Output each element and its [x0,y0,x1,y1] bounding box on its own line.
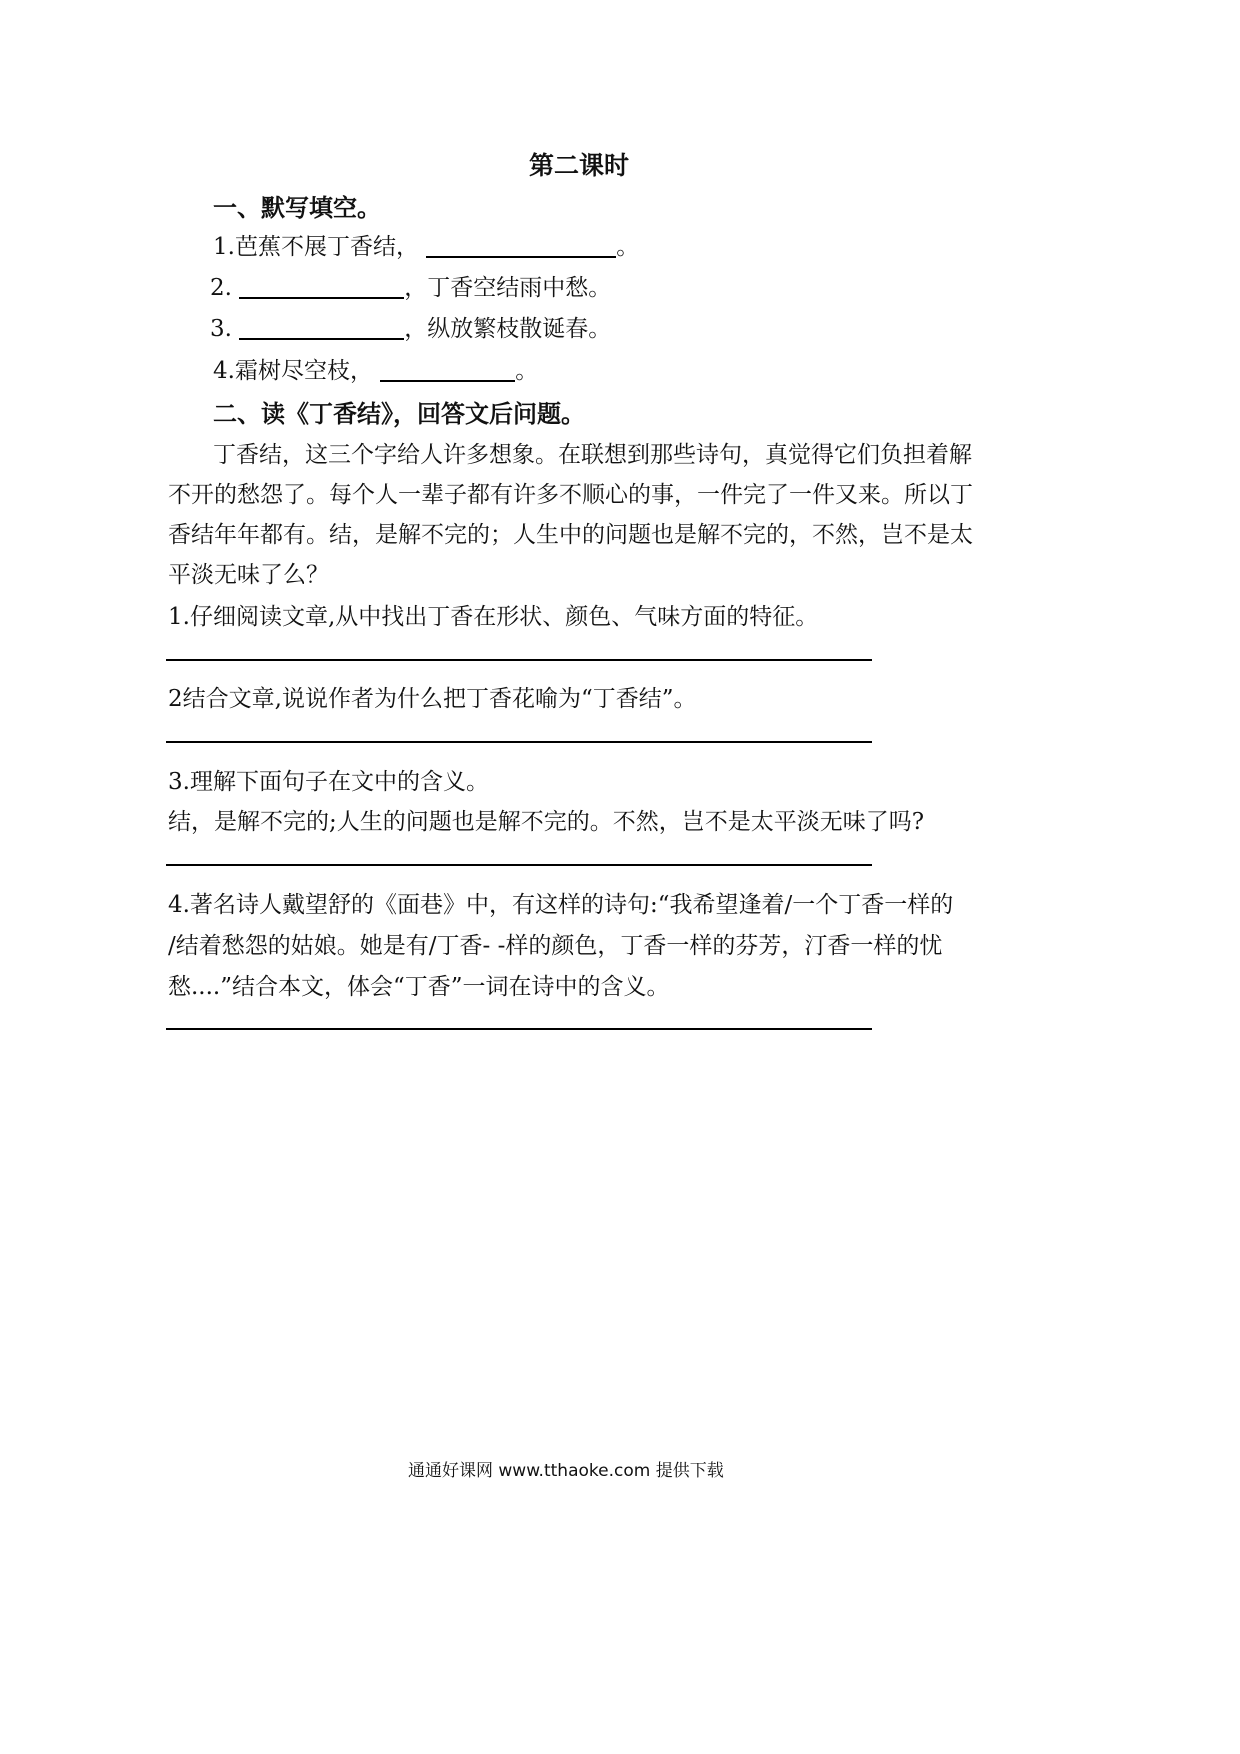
page-footer: 通通好课网 www.tthaoke.com 提供下载 [408,1461,724,1481]
page-title: 第二课时 [529,151,630,180]
question-4-line: 愁....”结合本文，体会“丁香”一词在诗中的含义。 [168,974,670,1000]
fill-item-number: 2. [210,275,232,301]
fill-item-4 [213,352,538,385]
fill-item-2 [210,269,611,302]
answer-line[interactable] [166,659,872,661]
passage-line: 丁香结，这三个字给人许多想象。在联想到那些诗句，真觉得它们负担着解 [213,442,972,468]
passage-line: 不开的愁怨了。每个人一辈子都有许多不顺心的事，一件完了一件又来。所以丁 [168,482,973,508]
answer-line[interactable] [166,1028,872,1030]
question-3-sentence: 结，是解不完的;人生的问题也是解不完的。不然，岂不是太平淡无味了吗? [168,809,925,835]
question-1: 1.仔细阅读文章,从中找出丁香在形状、颜色、气味方面的特征。 [168,604,819,630]
answer-line[interactable] [166,741,872,743]
fill-item-number: 4. [213,358,235,384]
answer-blank[interactable] [380,356,515,382]
fill-item-end: 。 [616,234,640,260]
answer-blank[interactable] [426,232,616,258]
answer-line[interactable] [166,864,872,866]
fill-item-end: 。 [515,358,539,384]
fill-item-number: 3. [210,316,232,342]
question-4-line: 4.著名诗人戴望舒的《面巷》中，有这样的诗句:“我希望逢着/一个丁香一样的 [168,892,954,918]
section2-heading: 二、读《丁香结》，回答文后问题。 [213,400,585,428]
section1-heading: 一、默写填空。 [213,194,381,222]
fill-item-end: ，丁香空结雨中愁。 [404,275,612,301]
answer-blank[interactable] [239,273,404,299]
fill-item-number: 1. [213,234,235,260]
passage-line: 香结年年都有。结，是解不完的；人生中的问题也是解不完的，不然，岂不是太 [168,522,973,548]
fill-item-3 [210,310,611,343]
question-3-title: 3.理解下面句子在文中的含义。 [168,769,489,795]
question-4-line: /结着愁怨的姑娘。她是有/丁香- -样的颜色，丁香一样的芬芳，汀香一样的忧 [168,933,943,959]
answer-blank[interactable] [239,314,404,340]
fill-item-end: ，纵放繁枝散诞春。 [404,316,612,342]
question-2: 2结合文章,说说作者为什么把丁香花喻为“丁香结”。 [168,686,697,712]
fill-item-text: 霜树尽空枝， [234,358,373,384]
passage-line: 平淡无味了么？ [168,562,329,588]
fill-item-text: 芭蕉不展丁香结， [234,234,419,260]
fill-item-1 [213,228,639,261]
